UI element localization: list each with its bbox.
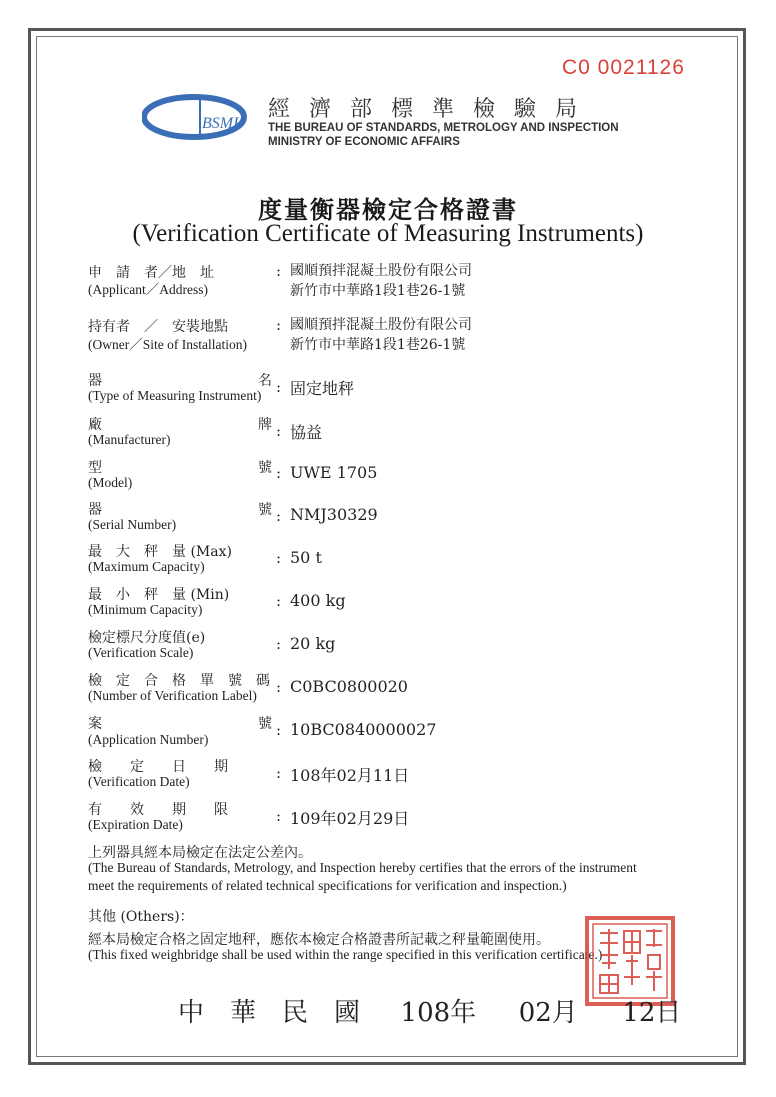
serial-label-en: (Serial Number): [88, 517, 177, 532]
colon: :: [276, 378, 282, 396]
max-label-en: (Maximum Capacity): [88, 559, 205, 574]
type-label-zh-a: 器: [88, 373, 102, 389]
issue-date-era: 中 華 民 國: [178, 998, 361, 1028]
issue-date: [178, 992, 681, 1029]
colon: :: [276, 678, 282, 696]
applicant-address: 新竹市中華路1段1巷26-1號: [290, 283, 466, 299]
colon: :: [276, 635, 282, 653]
certificate-serial-number: C0 0021126: [562, 56, 685, 79]
certify-statement-en-1: (The Bureau of Standards, Metrology, and Inspection hereby certifies that the errors of the instrument: [88, 860, 637, 875]
min-capacity-value: 400 kg: [290, 591, 346, 610]
issue-date-day: 12日: [622, 998, 682, 1028]
agency-name-en-1: THE BUREAU OF STANDARDS, METROLOGY AND INSPECTION: [268, 122, 619, 134]
scale-label-en: (Verification Scale): [88, 645, 194, 660]
type-label-zh-b: 名: [258, 373, 272, 389]
colon: :: [276, 316, 282, 334]
verification-date-label-zh: 檢 定 日 期: [88, 759, 228, 775]
model-label-zh-b: 號: [258, 460, 272, 476]
applicant-name: 國順預拌混凝土股份有限公司: [290, 263, 472, 279]
type-label-en: (Type of Measuring Instrument): [88, 388, 262, 403]
issue-date-year: 108年: [400, 998, 477, 1028]
expiration-date-label-zh: 有 效 期 限: [88, 802, 228, 818]
min-label-en: (Minimum Capacity): [88, 602, 203, 617]
expiration-date-label-en: (Expiration Date): [88, 817, 183, 832]
scale-label-zh: 檢定標尺分度值(e): [88, 630, 206, 646]
application-label-en: (Application Number): [88, 732, 209, 747]
others-note-zh: 經本局檢定合格之固定地秤，應依本檢定合格證書所記載之秤量範圍使用。: [88, 932, 550, 948]
application-label-zh-a: 案: [88, 716, 102, 732]
owner-name: 國順預拌混凝土股份有限公司: [290, 317, 472, 333]
colon: :: [276, 807, 282, 825]
bsmi-logo: [142, 92, 258, 142]
application-label-zh-b: 號: [258, 716, 272, 732]
others-note-en: (This fixed weighbridge shall be used within the range specified in this verification certificate.): [88, 947, 603, 962]
serial-label-zh-a: 器: [88, 502, 102, 518]
issue-date-month: 02月: [518, 998, 578, 1028]
manufacturer-value: 協益: [290, 423, 323, 442]
label-number-label-en: (Number of Verification Label): [88, 688, 257, 703]
model-value: UWE 1705: [290, 463, 378, 482]
colon: :: [276, 262, 282, 280]
installation-address: 新竹市中華路1段1巷26-1號: [290, 337, 466, 353]
application-number-value: 10BC0840000027: [290, 720, 437, 739]
verification-label-number-value: C0BC0800020: [290, 677, 408, 696]
colon: :: [276, 764, 282, 782]
instrument-type-value: 固定地秤: [290, 379, 355, 398]
model-label-en: (Model): [88, 475, 133, 490]
max-label-zh: 最 大 秤 量 (Max): [88, 544, 232, 560]
model-label-zh-a: 型: [88, 460, 102, 476]
serial-label-zh-b: 號: [258, 502, 272, 518]
label-number-label-zh: 檢 定 合 格 單 號 碼: [88, 673, 270, 689]
max-capacity-value: 50 t: [290, 548, 322, 567]
manufacturer-label-zh-b: 牌: [258, 417, 272, 433]
owner-label-zh: 持有者 ／ 安裝地點: [88, 319, 228, 335]
colon: :: [276, 721, 282, 739]
verification-scale-value: 20 kg: [290, 634, 336, 653]
colon: :: [276, 549, 282, 567]
certify-statement-zh: 上列器具經本局檢定在法定公差內。: [88, 845, 312, 861]
certificate-title-zh: 度量衡器檢定合格證書: [258, 195, 518, 224]
expiration-date-value: 109年02月29日: [290, 809, 410, 828]
applicant-label-en: (Applicant／Address): [88, 282, 208, 297]
svg-text:BSMI: BSMI: [202, 115, 239, 132]
colon: :: [276, 592, 282, 610]
verification-date-value: 108年02月11日: [290, 766, 410, 785]
colon: :: [276, 507, 282, 525]
others-label: 其他 (Others)：: [88, 909, 194, 925]
agency-name-en-2: MINISTRY OF ECONOMIC AFFAIRS: [268, 136, 460, 148]
colon: :: [276, 422, 282, 440]
colon: :: [276, 464, 282, 482]
applicant-label-zh: 申 請 者／地 址: [88, 265, 214, 281]
manufacturer-label-en: (Manufacturer): [88, 432, 171, 447]
min-label-zh: 最 小 秤 量 (Min): [88, 587, 230, 603]
certificate-title-en: (Verification Certificate of Measuring Instruments): [132, 220, 644, 247]
owner-label-en: (Owner／Site of Installation): [88, 337, 247, 352]
serial-value: NMJ30329: [290, 505, 378, 524]
manufacturer-label-zh-a: 廠: [88, 417, 102, 433]
verification-date-label-en: (Verification Date): [88, 774, 190, 789]
agency-name-zh: 經濟部標準檢驗局: [268, 97, 597, 122]
certify-statement-en-2: meet the requirements of related technical specifications for verification and inspection.): [88, 878, 567, 893]
